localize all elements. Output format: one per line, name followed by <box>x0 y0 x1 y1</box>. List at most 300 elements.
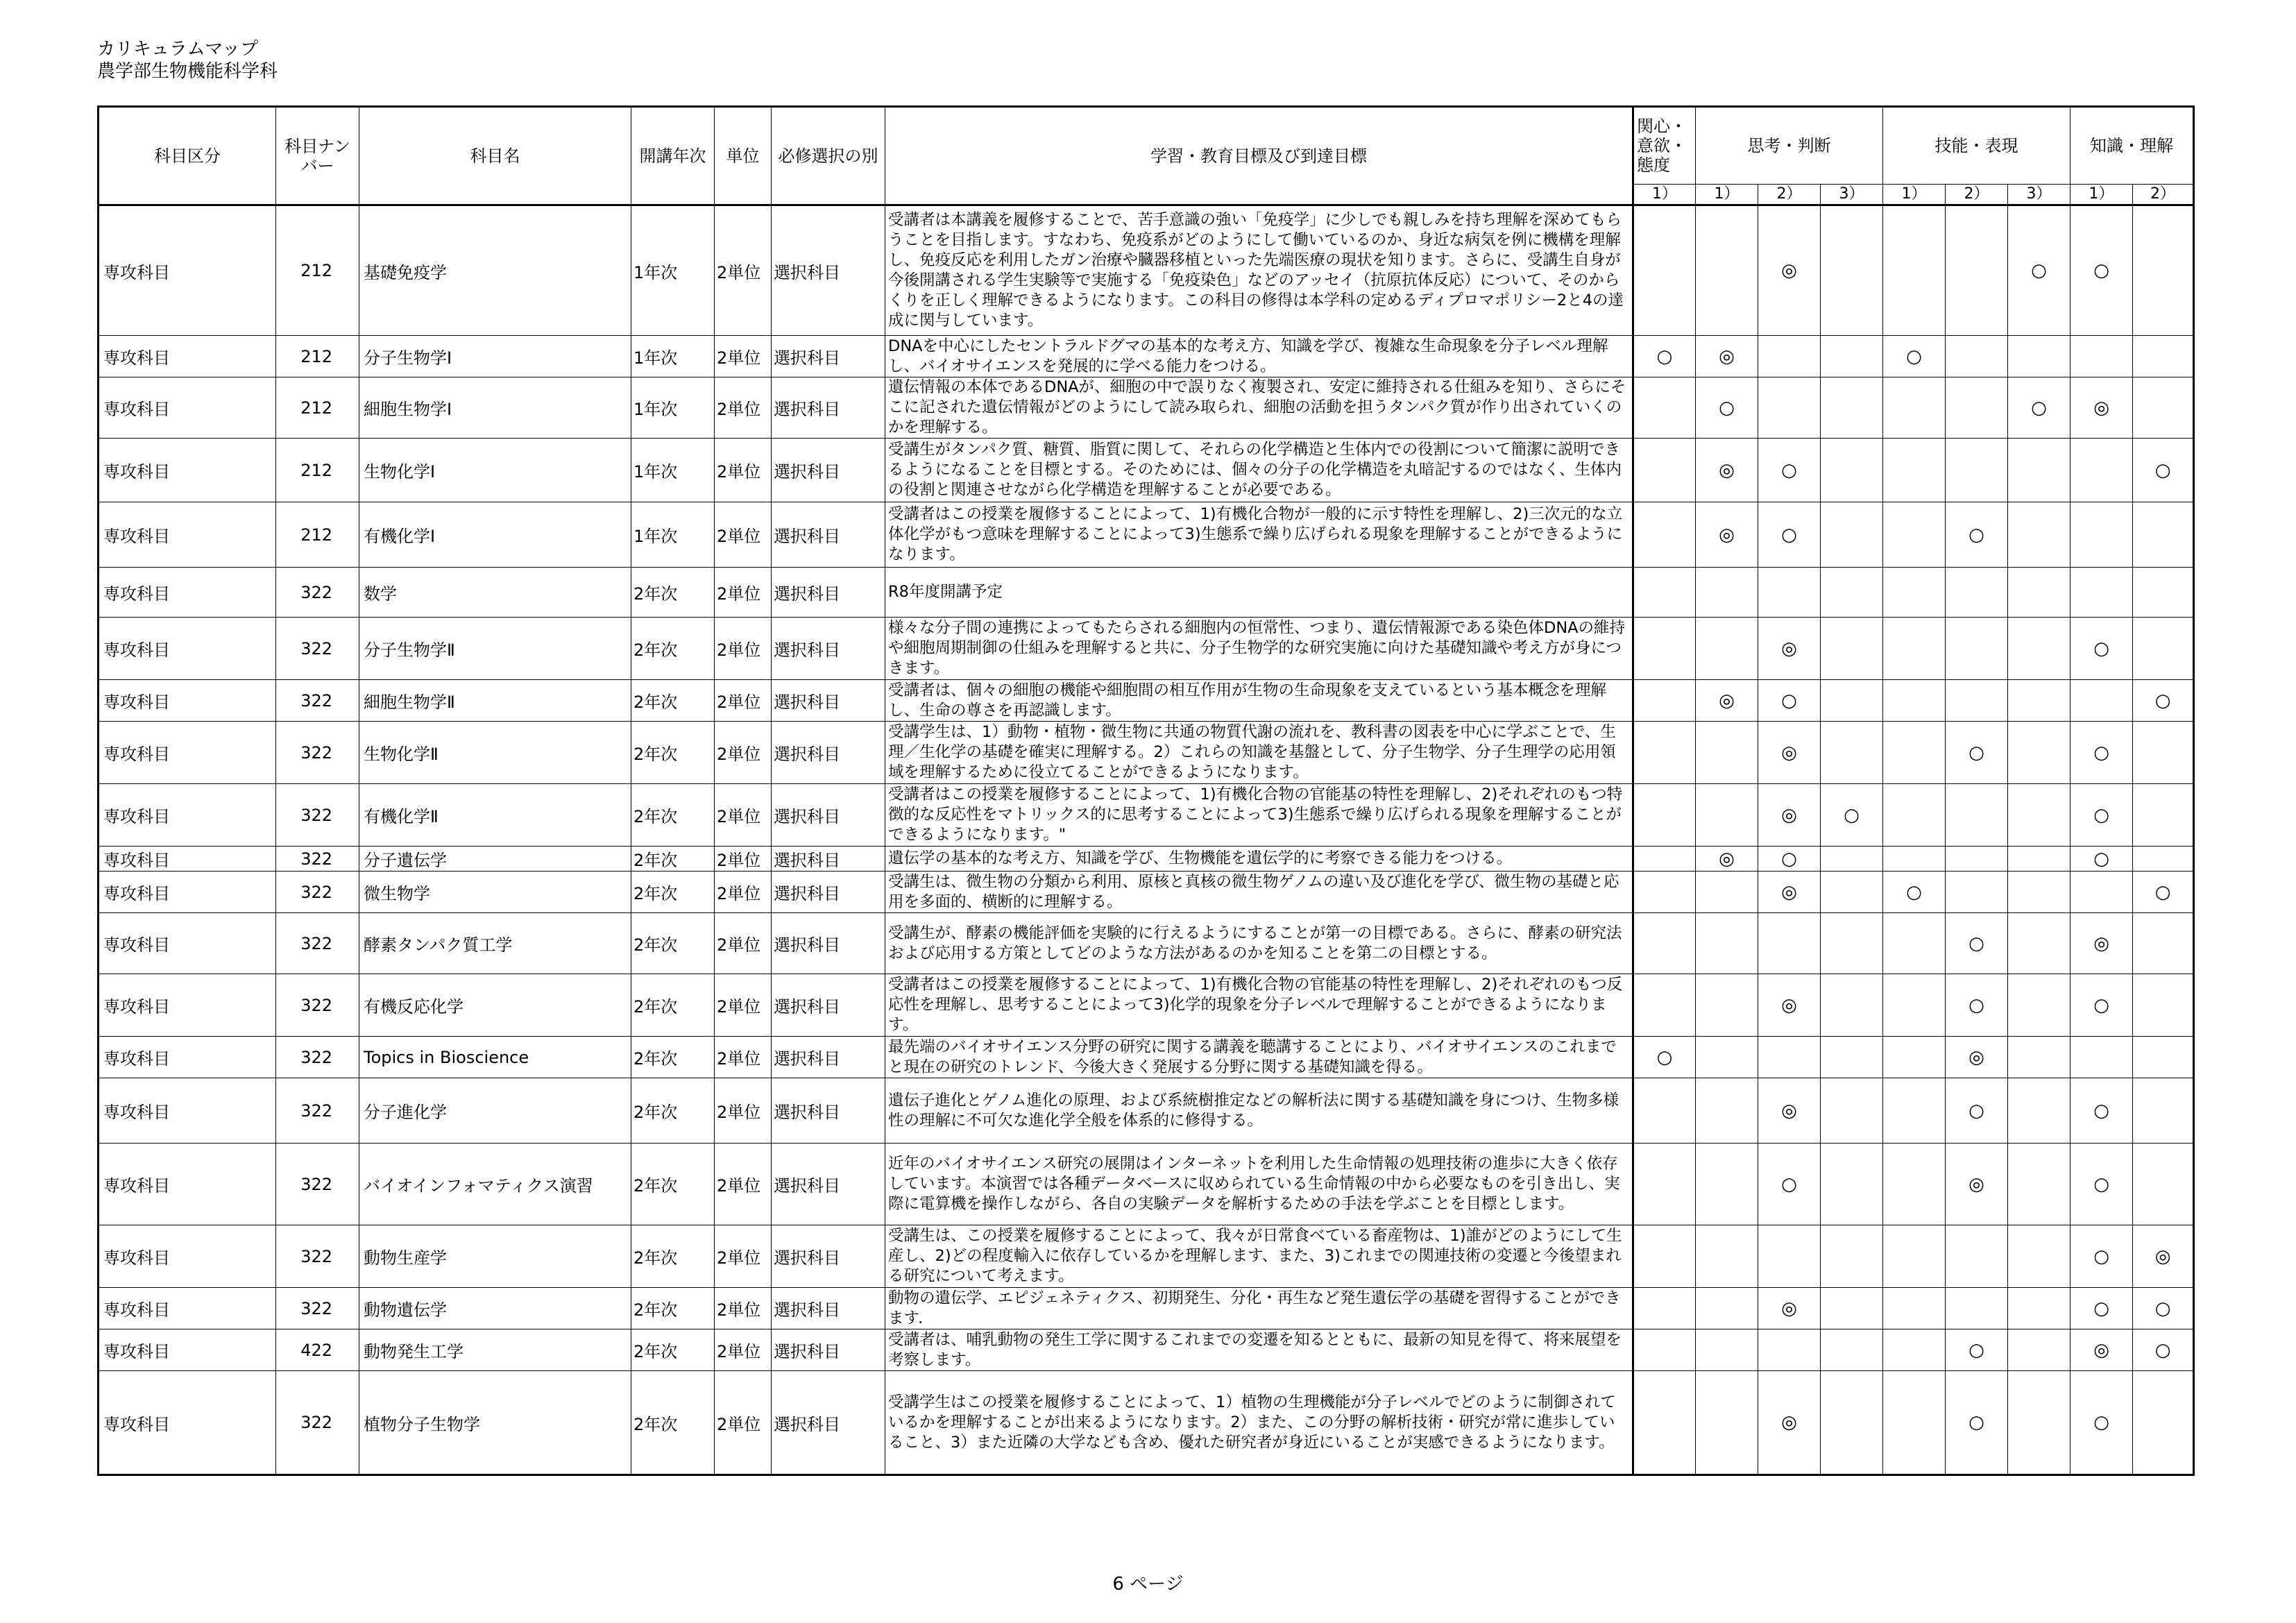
mark-cell: ○ <box>2070 722 2133 784</box>
mark-cell <box>2008 568 2070 618</box>
mark-cell <box>1883 913 1946 974</box>
table-row <box>99 377 2194 439</box>
subject-name-cell: 数学 <box>359 568 631 618</box>
mark-cell: ◎ <box>1696 847 1758 872</box>
type-cell: 選択科目 <box>772 1037 885 1078</box>
subject-name-cell: 有機化学Ⅱ <box>359 784 631 847</box>
header-knowledge: 知識・理解 <box>2070 107 2194 185</box>
mark-cell: ○ <box>1883 872 1946 913</box>
type-cell: 選択科目 <box>772 913 885 974</box>
number-cell: 322 <box>276 680 359 722</box>
goal-cell: 動物の遺伝学、エピジェネティクス、初期発生、分化・再生など発生遺伝学の基礎を習得することができます． <box>885 1288 1633 1329</box>
mark-cell <box>2008 847 2070 872</box>
mark-cell: ○ <box>2133 439 2194 502</box>
units-cell: 2単位 <box>715 1225 772 1288</box>
mark-cell: ◎ <box>2070 1329 2133 1371</box>
units-cell: 2単位 <box>715 722 772 784</box>
mark-cell: ○ <box>1883 336 1946 377</box>
mark-cell <box>1946 205 2008 336</box>
category-cell: 専攻科目 <box>99 680 276 722</box>
category-cell: 専攻科目 <box>99 872 276 913</box>
mark-cell <box>2133 974 2194 1037</box>
mark-cell <box>2008 1225 2070 1288</box>
mark-cell: ◎ <box>2133 1225 2194 1288</box>
mark-cell <box>1821 913 1883 974</box>
header-interest: 関心・意欲・態度 <box>1633 107 1696 185</box>
mark-cell: ○ <box>2133 1288 2194 1329</box>
mark-cell <box>2008 1078 2070 1144</box>
document-title: カリキュラムマップ <box>97 39 259 60</box>
sub-header-cell: 1） <box>1633 185 1696 205</box>
table-row <box>99 205 2194 336</box>
mark-cell <box>1758 336 1821 377</box>
units-cell: 2単位 <box>715 439 772 502</box>
table-row <box>99 1037 2194 1078</box>
mark-cell <box>2008 618 2070 680</box>
category-cell: 専攻科目 <box>99 1329 276 1371</box>
units-cell: 2単位 <box>715 1288 772 1329</box>
number-cell: 322 <box>276 974 359 1037</box>
mark-cell: ○ <box>1758 680 1821 722</box>
mark-cell <box>2070 680 2133 722</box>
type-cell: 選択科目 <box>772 1225 885 1288</box>
units-cell: 2単位 <box>715 502 772 568</box>
sub-header-cell: 3） <box>1821 185 1883 205</box>
mark-cell <box>2008 680 2070 722</box>
mark-cell <box>1696 784 1758 847</box>
sub-header-cell: 2） <box>2133 185 2194 205</box>
table-row <box>99 1329 2194 1371</box>
page-footer: 6 ページ <box>1112 1574 1184 1595</box>
mark-cell <box>2133 377 2194 439</box>
mark-cell: ◎ <box>1758 974 1821 1037</box>
number-cell: 322 <box>276 1288 359 1329</box>
mark-cell <box>2070 872 2133 913</box>
type-cell: 選択科目 <box>772 680 885 722</box>
mark-cell: ◎ <box>1758 1371 1821 1475</box>
mark-cell <box>2133 1078 2194 1144</box>
number-cell: 322 <box>276 784 359 847</box>
mark-cell <box>1821 872 1883 913</box>
mark-cell: ○ <box>1758 439 1821 502</box>
mark-cell <box>1883 974 1946 1037</box>
goal-cell: 遺伝子進化とゲノム進化の原理、および系統樹推定などの解析法に関する基礎知識を身につけ、生物多様性の理解に不可欠な進化学全般を体系的に修得する。 <box>885 1078 1633 1144</box>
mark-cell: ○ <box>2070 618 2133 680</box>
year-cell: 1年次 <box>631 439 715 502</box>
mark-cell: ○ <box>2133 680 2194 722</box>
subject-name-cell: 有機化学Ⅰ <box>359 502 631 568</box>
category-cell: 専攻科目 <box>99 205 276 336</box>
header-goals: 学習・教育目標及び到達目標 <box>885 107 1633 205</box>
mark-cell <box>1821 1078 1883 1144</box>
header-year: 開講年次 <box>631 107 715 205</box>
mark-cell <box>1758 377 1821 439</box>
mark-cell <box>2070 502 2133 568</box>
mark-cell: ○ <box>2070 1288 2133 1329</box>
mark-cell: ○ <box>1758 502 1821 568</box>
mark-cell: ○ <box>1821 784 1883 847</box>
mark-cell <box>1696 722 1758 784</box>
table-row <box>99 1144 2194 1225</box>
units-cell: 2単位 <box>715 377 772 439</box>
year-cell: 2年次 <box>631 913 715 974</box>
units-cell: 2単位 <box>715 1078 772 1144</box>
mark-cell <box>1633 568 1696 618</box>
number-cell: 322 <box>276 1037 359 1078</box>
year-cell: 1年次 <box>631 502 715 568</box>
mark-cell <box>1946 1225 2008 1288</box>
mark-cell: ○ <box>2070 1144 2133 1225</box>
category-cell: 専攻科目 <box>99 913 276 974</box>
mark-cell <box>1821 502 1883 568</box>
mark-cell: ○ <box>1633 336 1696 377</box>
mark-cell <box>1883 502 1946 568</box>
goal-cell: 受講者は、個々の細胞の機能や細胞間の相互作用が生物の生命現象を支えているという基本概念を理解し、生命の尊さを再認識します。 <box>885 680 1633 722</box>
mark-cell <box>1633 913 1696 974</box>
type-cell: 選択科目 <box>772 439 885 502</box>
subject-name-cell: 基礎免疫学 <box>359 205 631 336</box>
year-cell: 2年次 <box>631 974 715 1037</box>
mark-cell <box>1758 568 1821 618</box>
mark-cell <box>1696 974 1758 1037</box>
subject-name-cell: 分子生物学Ⅱ <box>359 618 631 680</box>
mark-cell <box>1696 1288 1758 1329</box>
subject-name-cell: 分子生物学Ⅰ <box>359 336 631 377</box>
category-cell: 専攻科目 <box>99 722 276 784</box>
mark-cell <box>1633 974 1696 1037</box>
mark-cell <box>1883 1288 1946 1329</box>
mark-cell <box>2008 336 2070 377</box>
number-cell: 212 <box>276 502 359 568</box>
year-cell: 2年次 <box>631 680 715 722</box>
mark-cell: ○ <box>1758 1144 1821 1225</box>
goal-cell: 受講者はこの授業を履修することによって、1)有機化合物の官能基の特性を理解し、2)それぞれのもつ反応性を理解し、思考することによって3)化学的現象を分子レベルで理解することができるようになります。 <box>885 974 1633 1037</box>
header-name: 科目名 <box>359 107 631 205</box>
mark-cell <box>1758 1037 1821 1078</box>
year-cell: 2年次 <box>631 1329 715 1371</box>
mark-cell: ○ <box>1696 377 1758 439</box>
units-cell: 2単位 <box>715 1329 772 1371</box>
mark-cell <box>2008 1288 2070 1329</box>
mark-cell <box>1821 974 1883 1037</box>
mark-cell <box>1883 784 1946 847</box>
number-cell: 212 <box>276 377 359 439</box>
year-cell: 2年次 <box>631 1144 715 1225</box>
category-cell: 専攻科目 <box>99 784 276 847</box>
department-name: 農学部生物機能科学科 <box>97 61 278 82</box>
mark-cell: ○ <box>1946 974 2008 1037</box>
table-row <box>99 502 2194 568</box>
goal-cell: 受講生は、この授業を履修することによって、我々が日常食べている畜産物は、1)誰がどのようにして生産し、2)どの程度輸入に依存しているかを理解します、また、3)これまでの関連技術の変遷と今後望まれる研究について考えます。 <box>885 1225 1633 1288</box>
mark-cell <box>1633 1078 1696 1144</box>
year-cell: 1年次 <box>631 336 715 377</box>
goal-cell: 受講生が、酵素の機能評価を実験的に行えるようにすることが第一の目標である。さらに、酵素の研究法および応用する方策としてどのような方法があるのかを知ることを第二の目標とする。 <box>885 913 1633 974</box>
mark-cell <box>1696 913 1758 974</box>
category-cell: 専攻科目 <box>99 1144 276 1225</box>
subject-name-cell: 酵素タンパク質工学 <box>359 913 631 974</box>
mark-cell: ○ <box>1758 847 1821 872</box>
subject-name-cell: 分子進化学 <box>359 1078 631 1144</box>
mark-cell: ○ <box>2070 974 2133 1037</box>
number-cell: 322 <box>276 722 359 784</box>
mark-cell <box>1821 680 1883 722</box>
year-cell: 2年次 <box>631 722 715 784</box>
mark-cell <box>1883 680 1946 722</box>
mark-cell <box>2070 439 2133 502</box>
type-cell: 選択科目 <box>772 1288 885 1329</box>
mark-cell <box>1696 1371 1758 1475</box>
table-body <box>99 205 2194 1475</box>
mark-cell: ◎ <box>1696 336 1758 377</box>
mark-cell <box>1821 568 1883 618</box>
number-cell: 322 <box>276 1371 359 1475</box>
mark-cell: ○ <box>1946 1371 2008 1475</box>
mark-cell <box>1883 439 1946 502</box>
year-cell: 2年次 <box>631 618 715 680</box>
mark-cell <box>2008 1371 2070 1475</box>
type-cell: 選択科目 <box>772 1078 885 1144</box>
mark-cell: ◎ <box>1758 1288 1821 1329</box>
mark-cell: ◎ <box>1946 1144 2008 1225</box>
goal-cell: 受講学生はこの授業を履修することによって、1）植物の生理機能が分子レベルでどのように制御されているかを理解することが出来るようになります。2）また、この分野の解析技術・研究が常に進歩していること、3）また近隣の大学なども含め、優れた研究者が身近にいることが実感できるようになります。 <box>885 1371 1633 1475</box>
mark-cell <box>1946 439 2008 502</box>
year-cell: 2年次 <box>631 1288 715 1329</box>
units-cell: 2単位 <box>715 847 772 872</box>
mark-cell <box>2133 205 2194 336</box>
table-row <box>99 847 2194 872</box>
year-cell: 2年次 <box>631 872 715 913</box>
mark-cell <box>1821 1371 1883 1475</box>
mark-cell <box>1821 1225 1883 1288</box>
mark-cell <box>1758 1329 1821 1371</box>
mark-cell <box>1946 377 2008 439</box>
goal-cell: 様々な分子間の連携によってもたらされる細胞内の恒常性、つまり、遺伝情報源である染色体DNAの維持や細胞周期制御の仕組みを理解すると共に、分子生物学的な研究実施に向けた基礎知識や考え方が身につきます。 <box>885 618 1633 680</box>
sub-header-cell: 2） <box>1758 185 1821 205</box>
mark-cell <box>1883 568 1946 618</box>
mark-cell: ○ <box>1946 502 2008 568</box>
mark-cell: ○ <box>1946 722 2008 784</box>
mark-cell: ○ <box>2070 205 2133 336</box>
sub-header-cell: 1） <box>1883 185 1946 205</box>
mark-cell <box>1946 872 2008 913</box>
goal-cell: 最先端のバイオサイエンス分野の研究に関する講義を聴講することにより、バイオサイエンスのこれまでと現在の研究のトレンド、今後大きく発展する分野に関する基礎知識を得る。 <box>885 1037 1633 1078</box>
number-cell: 212 <box>276 336 359 377</box>
mark-cell <box>1883 1329 1946 1371</box>
mark-cell <box>1883 377 1946 439</box>
mark-cell <box>1946 680 2008 722</box>
mark-cell <box>2008 1144 2070 1225</box>
units-cell: 2単位 <box>715 336 772 377</box>
mark-cell: ○ <box>2070 1078 2133 1144</box>
mark-cell <box>1633 1225 1696 1288</box>
category-cell: 専攻科目 <box>99 336 276 377</box>
mark-cell <box>1696 205 1758 336</box>
category-cell: 専攻科目 <box>99 1078 276 1144</box>
type-cell: 選択科目 <box>772 722 885 784</box>
category-cell: 専攻科目 <box>99 1225 276 1288</box>
category-cell: 専攻科目 <box>99 847 276 872</box>
mark-cell <box>2133 784 2194 847</box>
year-cell: 1年次 <box>631 377 715 439</box>
year-cell: 1年次 <box>631 205 715 336</box>
category-cell: 専攻科目 <box>99 1037 276 1078</box>
subject-name-cell: 生物化学Ⅱ <box>359 722 631 784</box>
mark-cell <box>1821 618 1883 680</box>
table-row <box>99 722 2194 784</box>
units-cell: 2単位 <box>715 784 772 847</box>
mark-cell <box>2008 502 2070 568</box>
mark-cell <box>1696 568 1758 618</box>
mark-cell <box>1696 1329 1758 1371</box>
header-skills: 技能・表現 <box>1883 107 2070 185</box>
type-cell: 選択科目 <box>772 847 885 872</box>
mark-cell: ○ <box>1633 1037 1696 1078</box>
subject-name-cell: 動物発生工学 <box>359 1329 631 1371</box>
subject-name-cell: 植物分子生物学 <box>359 1371 631 1475</box>
type-cell: 選択科目 <box>772 377 885 439</box>
mark-cell: ○ <box>2070 784 2133 847</box>
type-cell: 選択科目 <box>772 336 885 377</box>
mark-cell <box>1883 722 1946 784</box>
table-row <box>99 1225 2194 1288</box>
mark-cell <box>1696 1078 1758 1144</box>
units-cell: 2単位 <box>715 1037 772 1078</box>
mark-cell <box>2008 439 2070 502</box>
number-cell: 322 <box>276 913 359 974</box>
mark-cell <box>1883 1225 1946 1288</box>
mark-cell <box>1696 1144 1758 1225</box>
goal-cell: 遺伝学の基本的な考え方、知識を学び、生物機能を遺伝学的に考察できる能力をつける。 <box>885 847 1633 872</box>
mark-cell <box>1633 205 1696 336</box>
category-cell: 専攻科目 <box>99 1288 276 1329</box>
mark-cell <box>1883 618 1946 680</box>
goal-cell: 受講者は、哺乳動物の発生工学に関するこれまでの変遷を知るとともに、最新の知見を得て、将来展望を考察します。 <box>885 1329 1633 1371</box>
mark-cell <box>2070 336 2133 377</box>
header-units: 単位 <box>715 107 772 205</box>
subject-name-cell: 動物生産学 <box>359 1225 631 1288</box>
year-cell: 2年次 <box>631 568 715 618</box>
table-row <box>99 974 2194 1037</box>
mark-cell: ◎ <box>1758 784 1821 847</box>
mark-cell <box>1696 1037 1758 1078</box>
mark-cell: ○ <box>2133 1329 2194 1371</box>
mark-cell <box>1633 784 1696 847</box>
mark-cell <box>1633 439 1696 502</box>
table-row <box>99 1078 2194 1144</box>
category-cell: 専攻科目 <box>99 377 276 439</box>
mark-cell: ○ <box>1946 1329 2008 1371</box>
mark-cell <box>1946 618 2008 680</box>
mark-cell <box>1883 1371 1946 1475</box>
mark-cell: ◎ <box>1696 439 1758 502</box>
category-cell: 専攻科目 <box>99 618 276 680</box>
units-cell: 2単位 <box>715 872 772 913</box>
table-row <box>99 336 2194 377</box>
mark-cell <box>2133 336 2194 377</box>
mark-cell <box>1883 1037 1946 1078</box>
mark-cell <box>1633 618 1696 680</box>
mark-cell <box>1696 618 1758 680</box>
units-cell: 2単位 <box>715 974 772 1037</box>
mark-cell: ◎ <box>1758 872 1821 913</box>
mark-cell <box>2008 784 2070 847</box>
mark-cell: ◎ <box>2070 377 2133 439</box>
mark-cell: ◎ <box>1758 205 1821 336</box>
header-required: 必修選択の別 <box>772 107 885 205</box>
mark-cell: ◎ <box>1696 502 1758 568</box>
mark-cell <box>2008 1329 2070 1371</box>
mark-cell: ○ <box>2133 872 2194 913</box>
mark-cell <box>1633 1144 1696 1225</box>
mark-cell <box>1821 722 1883 784</box>
year-cell: 2年次 <box>631 1078 715 1144</box>
mark-cell <box>2133 913 2194 974</box>
goal-cell: 受講生は、微生物の分類から利用、原核と真核の微生物ゲノムの違い及び進化を学び、微生物の基礎と応用を多面的、横断的に理解する。 <box>885 872 1633 913</box>
subject-name-cell: 細胞生物学Ⅰ <box>359 377 631 439</box>
mark-cell <box>1821 1144 1883 1225</box>
category-cell: 専攻科目 <box>99 568 276 618</box>
number-cell: 322 <box>276 1225 359 1288</box>
table-row <box>99 568 2194 618</box>
table-row <box>99 680 2194 722</box>
mark-cell: ◎ <box>1696 680 1758 722</box>
mark-cell <box>1821 377 1883 439</box>
units-cell: 2単位 <box>715 618 772 680</box>
subject-name-cell: 動物遺伝学 <box>359 1288 631 1329</box>
type-cell: 選択科目 <box>772 784 885 847</box>
mark-cell <box>1633 1288 1696 1329</box>
type-cell: 選択科目 <box>772 974 885 1037</box>
units-cell: 2単位 <box>715 1144 772 1225</box>
mark-cell: ◎ <box>1758 1078 1821 1144</box>
type-cell: 選択科目 <box>772 502 885 568</box>
mark-cell <box>2008 974 2070 1037</box>
type-cell: 選択科目 <box>772 872 885 913</box>
mark-cell <box>1758 913 1821 974</box>
mark-cell <box>2008 1037 2070 1078</box>
mark-cell <box>2133 568 2194 618</box>
header-number: 科目ナンバー <box>276 107 359 205</box>
units-cell: 2単位 <box>715 568 772 618</box>
table-row <box>99 872 2194 913</box>
mark-cell: ○ <box>2070 1371 2133 1475</box>
category-cell: 専攻科目 <box>99 502 276 568</box>
number-cell: 212 <box>276 205 359 336</box>
units-cell: 2単位 <box>715 205 772 336</box>
mark-cell: ○ <box>1946 913 2008 974</box>
mark-cell <box>2070 568 2133 618</box>
header-category: 科目区分 <box>99 107 276 205</box>
subject-name-cell: 分子遺伝学 <box>359 847 631 872</box>
subject-name-cell: 有機反応化学 <box>359 974 631 1037</box>
number-cell: 322 <box>276 1078 359 1144</box>
mark-cell <box>1946 784 2008 847</box>
number-cell: 322 <box>276 1144 359 1225</box>
units-cell: 2単位 <box>715 1371 772 1475</box>
header-thinking: 思考・判断 <box>1696 107 1883 185</box>
mark-cell <box>1946 568 2008 618</box>
mark-cell <box>1633 377 1696 439</box>
goal-cell: 遺伝情報の本体であるDNAが、細胞の中で誤りなく複製され、安定に維持される仕組みを知り、さらにそこに記された遺伝情報がどのようにして読み取られ、細胞の活動を担うタンパク質が作り出されていくのかを理解する。 <box>885 377 1633 439</box>
goal-cell: 受講学生は、1）動物・植物・微生物に共通の物質代謝の流れを、教科書の図表を中心に学ぶことで、生理／生化学の基礎を確実に理解する。2）これらの知識を基盤として、分子生物学、分子生理学の応用領域を理解するために役立てることができるようになります。 <box>885 722 1633 784</box>
mark-cell <box>1821 205 1883 336</box>
category-cell: 専攻科目 <box>99 974 276 1037</box>
units-cell: 2単位 <box>715 680 772 722</box>
mark-cell: ◎ <box>1946 1037 2008 1078</box>
mark-cell <box>2008 872 2070 913</box>
category-cell: 専攻科目 <box>99 1371 276 1475</box>
mark-cell: ○ <box>2008 205 2070 336</box>
